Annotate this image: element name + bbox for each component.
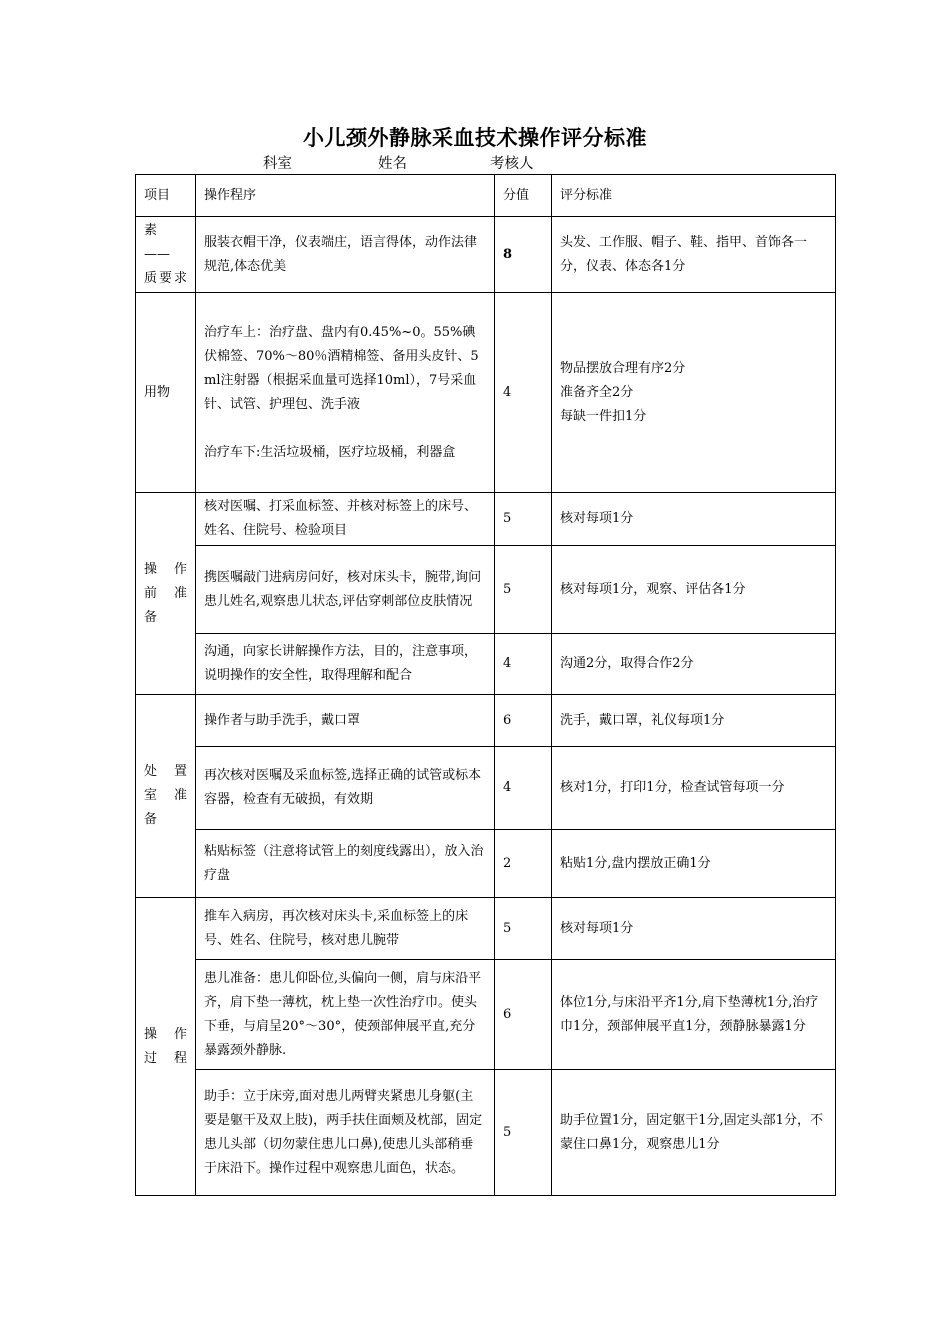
criteria-cell: 核对每项1分，观察、评估各1分	[552, 546, 836, 634]
score-cell: 4	[495, 634, 552, 695]
scoring-table	[135, 174, 836, 1196]
department-field-label: 科室	[263, 156, 292, 172]
category-process: 操 作过程	[136, 898, 196, 1196]
procedure-cell: 粘贴标签（注意将试管上的刻度线露出），放入治疗盘	[196, 830, 495, 898]
procedure-cell: 助手：立于床旁,面对患儿两臂夹紧患儿身躯(主要是躯干及双上肢)，两手扶住面颊及枕部，固定患儿头部（切勿蒙住患儿口鼻),使患儿头部稍垂于床沿下。操作过程中观察患儿面色，状态。	[196, 1070, 495, 1196]
criteria-line: 准备齐全2分	[560, 384, 634, 400]
name-field-label: 姓名	[378, 156, 407, 172]
procedure-cell: 操作者与助手洗手，戴口罩	[196, 695, 495, 747]
score-cell: 6	[495, 960, 552, 1070]
category-quality: 素 —— 质要求	[136, 217, 196, 293]
procedure-cart-top: 治疗车上：治疗盘、盘内有0.45%~0。55%碘伏棉签、70%～80％酒精棉签、备用头皮针、5ml注射器（根据采血量可选择10ml），7号采血针、试管、护理包、洗手液	[204, 324, 479, 412]
criteria-cell: 核对每项1分	[552, 493, 836, 546]
document-title: 小儿颈外静脉采血技术操作评分标准	[303, 125, 647, 150]
table-row	[136, 217, 836, 293]
procedure-cell: 推车入病房，再次核对床头卡,采血标签上的床号、姓名、住院号，核对患儿腕带	[196, 898, 495, 960]
spacer	[204, 417, 486, 441]
criteria-cell: 核对每项1分	[552, 898, 836, 960]
criteria-cell	[552, 293, 836, 493]
score-cell: 6	[495, 695, 552, 747]
score-cell: 5	[495, 493, 552, 546]
category-pre-op: 操 作前 准备	[136, 493, 196, 695]
criteria-cell: 沟通2分，取得合作2分	[552, 634, 836, 695]
criteria-cell: 助手位置1分，固定躯干1分,固定头部1分，不蒙住口鼻1分，观察患儿1分	[552, 1070, 836, 1196]
score-cell: 4	[495, 293, 552, 493]
table-row	[136, 634, 836, 695]
header-item: 项目	[136, 175, 196, 217]
header-procedure: 操作程序	[196, 175, 495, 217]
procedure-cell: 再次核对医嘱及采血标签,选择正确的试管或标本容器，检查有无破损，有效期	[196, 747, 495, 830]
table-row	[136, 960, 836, 1070]
table-row	[136, 695, 836, 747]
score-cell: 5	[495, 546, 552, 634]
criteria-cell: 体位1分,与床沿平齐1分,肩下垫薄枕1分,治疗巾1分，颈部伸展平直1分，颈静脉暴露1分	[552, 960, 836, 1070]
header-criteria: 评分标准	[552, 175, 836, 217]
table-row	[136, 830, 836, 898]
procedure-cell: 核对医嘱、打采血标签、并核对标签上的床号、姓名、住院号、检验项目	[196, 493, 495, 546]
header-score: 分值	[495, 175, 552, 217]
criteria-cell: 核对1分，打印1分，检查试管每项一分	[552, 747, 836, 830]
table-row	[136, 293, 836, 493]
criteria-line: 物品摆放合理有序2分	[560, 360, 686, 376]
table-row	[136, 546, 836, 634]
table-row	[136, 1070, 836, 1196]
criteria-cell: 洗手，戴口罩，礼仪每项1分	[552, 695, 836, 747]
table-row	[136, 898, 836, 960]
procedure-cell	[196, 293, 495, 493]
criteria-cell: 粘贴1分,盘内摆放正确1分	[552, 830, 836, 898]
procedure-cell: 患儿准备：患儿仰卧位,头偏向一侧，肩与床沿平齐，肩下垫一薄枕，枕上垫一次性治疗巾。使头下垂，与肩呈20°～30°，使颈部伸展平直,充分暴露颈外静脉.	[196, 960, 495, 1070]
procedure-cart-bottom: 治疗车下:生活垃圾桶，医疗垃圾桶，利器盒	[204, 444, 456, 460]
procedure-cell: 沟通，向家长讲解操作方法，目的，注意事项，说明操作的安全性，取得理解和配合	[196, 634, 495, 695]
criteria-line: 每缺一件扣1分	[560, 408, 647, 424]
score-cell: 8	[495, 217, 552, 293]
table-header-row	[136, 175, 836, 217]
procedure-cell: 携医嘱敲门进病房问好，核对床头卡，腕带,询问患儿姓名,观察患儿状态,评估穿刺部位皮肤情况	[196, 546, 495, 634]
examiner-field-label: 考核人	[490, 156, 534, 172]
category-supplies: 用物	[136, 293, 196, 493]
table-row	[136, 747, 836, 830]
table-row	[136, 493, 836, 546]
score-cell: 4	[495, 747, 552, 830]
score-cell: 5	[495, 1070, 552, 1196]
score-cell: 2	[495, 830, 552, 898]
score-cell: 5	[495, 898, 552, 960]
procedure-cell: 服装衣帽干净，仪表端庄，语言得体，动作法律规范,体态优美	[196, 217, 495, 293]
criteria-cell: 头发、工作服、帽子、鞋、指甲、首饰各一分，仪表、体态各1分	[552, 217, 836, 293]
category-room: 处 置室 准备	[136, 695, 196, 898]
